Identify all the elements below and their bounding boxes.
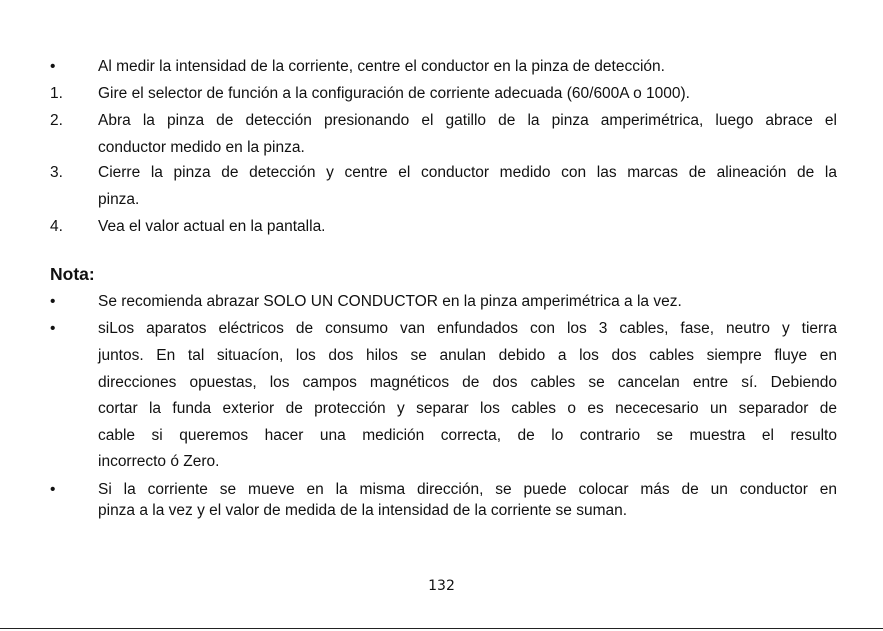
step-number-1: 1. [50, 85, 63, 102]
step-2-line-1: Abra la pinza de detección presionando el gatillo de la pinza amperimétrica, luego abrace el [98, 112, 837, 129]
step-3-line-2: pinza. [98, 191, 140, 208]
step-3-line-1: Cierre la pinza de detección y centre el conductor medido con las marcas de alineación de la [98, 164, 837, 181]
note-heading: Nota: [50, 264, 95, 284]
page-number: 132 [428, 578, 455, 594]
bullet-marker: • [50, 58, 56, 75]
note-2-line-6: incorrecto ó Zero. [98, 453, 220, 470]
intro-text: Al medir la intensidad de la corriente, centre el conductor en la pinza de detección. [98, 58, 665, 75]
bullet-marker: • [50, 320, 56, 337]
note-1-line-1: Se recomienda abrazar SOLO UN CONDUCTOR en la pinza amperimétrica a la vez. [98, 293, 682, 310]
note-2-line-3: direcciones opuestas, los campos magnéticos de dos cables se cancelan entre sí. Debiendo [98, 374, 837, 391]
note-2-line-4: cortar la funda exterior de protección y separar los cables o es nececesario un separador de [98, 400, 837, 417]
footer-rule [0, 628, 883, 629]
note-3-line-2: pinza a la vez y el valor de medida de la intensidad de la corriente se suman. [98, 502, 628, 519]
note-2-line-5: cable si queremos hacer una medición correcta, de lo contrario se muestra el resulto [98, 427, 837, 444]
note-2-line-1: siLos aparatos eléctricos de consumo van enfundados con los 3 cables, fase, neutro y tierra [98, 320, 837, 337]
note-3-line-1: Si la corriente se mueve en la misma dirección, se puede colocar más de un conductor en [98, 481, 837, 498]
step-4-line-1: Vea el valor actual en la pantalla. [98, 218, 326, 235]
step-1-line-1: Gire el selector de función a la configuración de corriente adecuada (60/600A o 1000). [98, 85, 690, 102]
step-number-3: 3. [50, 164, 63, 181]
bullet-marker: • [50, 481, 56, 498]
bullet-marker: • [50, 293, 56, 310]
step-2-line-2: conductor medido en la pinza. [98, 139, 305, 156]
step-number-2: 2. [50, 112, 63, 129]
step-number-4: 4. [50, 218, 63, 235]
note-2-line-2: juntos. En tal situacíon, los dos hilos se anulan debido a los dos cables siempre fluye en [98, 347, 837, 364]
